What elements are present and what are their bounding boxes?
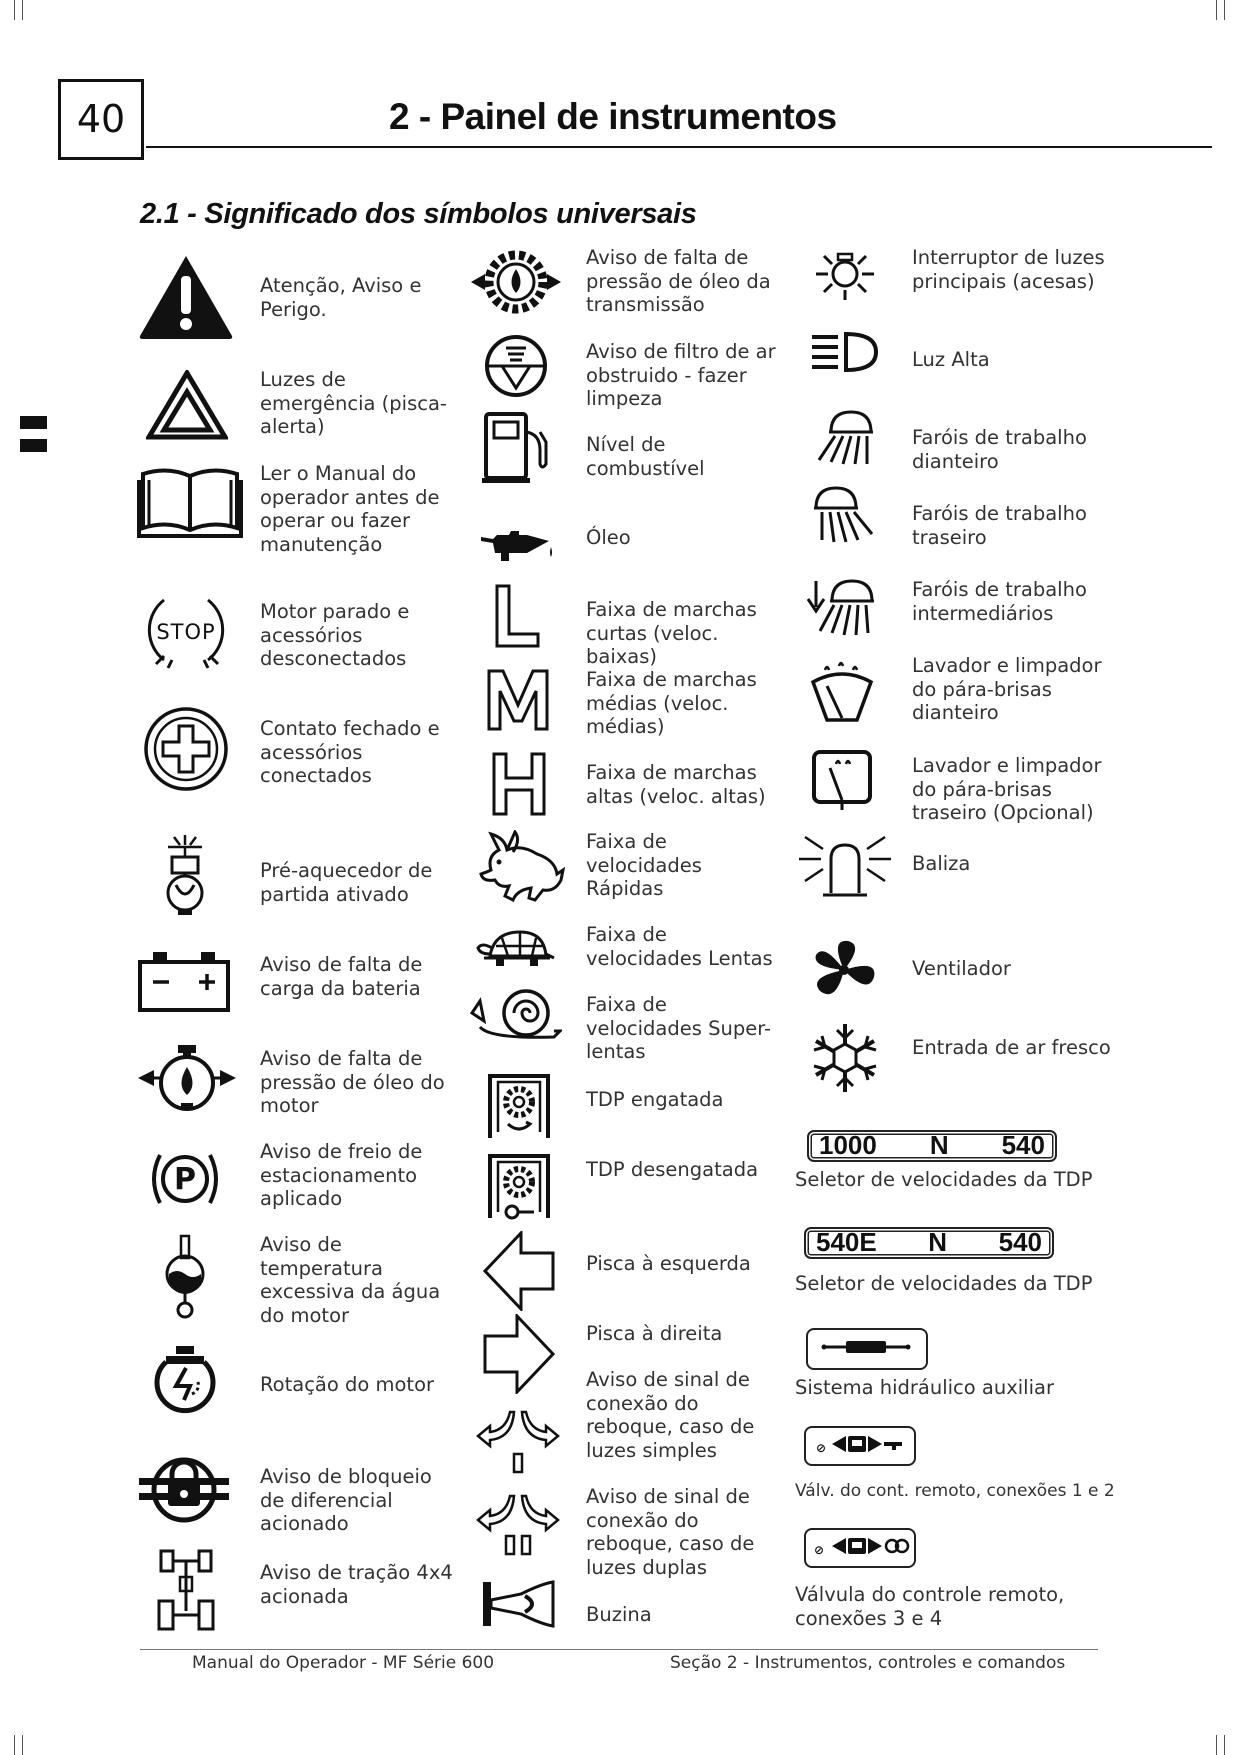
symbol-label: Faixa de marchas médias (veloc. médias) — [586, 668, 757, 738]
symbol-label: TDP engatada — [586, 1088, 724, 1111]
fan-icon — [808, 937, 880, 1003]
symbol-label: Contato fechado e acessórios conectados — [260, 717, 440, 787]
hazard-lights-icon — [146, 370, 228, 440]
symbol-label: Óleo — [586, 526, 631, 549]
symbol-label: Aviso de bloqueio de diferencial acionado — [260, 1465, 432, 1535]
section-tab-marker — [20, 416, 47, 429]
pto-speed-right: 540 — [998, 1227, 1042, 1257]
fuel-pump-icon — [482, 410, 556, 484]
crop-mark — [22, 0, 23, 20]
symbol-label: Pisca à esquerda — [586, 1252, 751, 1275]
chapter-title: 2 - Painel de instrumentos — [389, 96, 837, 137]
crop-mark — [14, 1735, 15, 1755]
symbol-label: Seletor de velocidades da TDP — [795, 1168, 1093, 1191]
pto-speed-selector-display — [807, 1130, 1057, 1162]
symbol-label: Motor parado e acessórios desconectados — [260, 600, 410, 670]
parking-brake-icon — [146, 1149, 224, 1209]
symbol-label: Seletor de velocidades da TDP — [795, 1272, 1093, 1295]
intermediate-work-lights-icon — [804, 577, 876, 637]
header-rule — [146, 146, 1212, 148]
symbol-label: Buzina — [586, 1603, 652, 1626]
symbol-label: Faróis de trabalho traseiro — [912, 502, 1087, 549]
turn-left-arrow-icon — [483, 1231, 555, 1311]
section-tab-marker — [20, 439, 47, 452]
symbol-label: Aviso de falta de pressão de óleo da transmissão — [586, 246, 771, 316]
page-number: 40 — [58, 79, 144, 160]
rear-work-lights-icon — [812, 484, 878, 550]
crop-mark — [22, 1735, 23, 1755]
symbol-label: Faróis de trabalho intermediários — [912, 578, 1087, 625]
symbol-label: Faixa de marchas altas (veloc. altas) — [586, 761, 766, 808]
turn-right-arrow-icon — [483, 1314, 555, 1394]
symbol-label: Lavador e limpador do pára-brisas traseiro (Opcional) — [912, 754, 1102, 824]
symbol-label: Interruptor de luzes principais (acesas) — [912, 246, 1105, 293]
high-beam-icon — [810, 331, 878, 373]
crop-mark — [1216, 1735, 1217, 1755]
symbol-label: Aviso de filtro de ar obstruido - fazer limpeza — [586, 340, 776, 410]
beacon-icon — [797, 829, 893, 899]
pto-speed-right: 540 — [1001, 1130, 1045, 1160]
svg-text:P: P — [174, 1162, 196, 1197]
gear-range-high-icon — [491, 752, 547, 816]
engine-rpm-icon — [152, 1344, 218, 1414]
pto-engaged-icon — [482, 1072, 556, 1140]
fresh-air-snowflake-icon — [810, 1022, 880, 1094]
crop-mark — [14, 0, 15, 20]
symbol-label: Faixa de velocidades Lentas — [586, 923, 773, 970]
symbol-label: Ler o Manual do operador antes de operar ou fazer manutenção — [260, 462, 440, 556]
svg-text:⊘: ⊘ — [814, 1543, 825, 1557]
symbol-label: Lavador e limpador do pára-brisas dianteiro — [912, 654, 1102, 724]
crop-mark — [1224, 0, 1225, 20]
crop-mark — [1216, 0, 1217, 20]
remote-valve-1-2-icon — [804, 1426, 916, 1466]
symbol-label: Pré-aquecedor de partida ativado — [260, 859, 433, 906]
gear-range-medium-icon — [486, 669, 550, 731]
symbol-label: Sistema hidráulico auxiliar — [795, 1376, 1054, 1399]
pto-speed-mid: N — [928, 1227, 948, 1257]
symbol-label: Aviso de sinal de conexão do reboque, caso de luzes duplas — [586, 1485, 755, 1579]
footer-left: Manual do Operador - MF Série 600 — [192, 1653, 495, 1673]
symbol-label: Rotação do motor — [260, 1373, 435, 1396]
oil-can-icon — [479, 527, 555, 563]
symbol-label: Aviso de falta de carga da bateria — [260, 953, 423, 1000]
transmission-oil-pressure-icon — [469, 249, 563, 315]
book-manual-icon — [137, 466, 243, 540]
horn-icon — [481, 1580, 557, 1628]
symbol-label: Faixa de marchas curtas (veloc. baixas) — [586, 598, 757, 668]
symbol-label: Nível de combustível — [586, 433, 705, 480]
remote-valve-3-4-icon — [804, 1528, 916, 1568]
symbol-label: Faixa de velocidades Rápidas — [586, 830, 702, 900]
symbol-label: Luzes de emergência (pisca- alerta) — [260, 368, 447, 438]
symbol-label: Aviso de falta de pressão de óleo do motor — [260, 1047, 445, 1117]
snail-icon — [470, 987, 562, 1045]
differential-lock-icon — [137, 1448, 231, 1528]
svg-text:⊘: ⊘ — [816, 1441, 827, 1455]
pto-disengaged-icon — [482, 1152, 556, 1224]
engine-oil-pressure-icon — [136, 1043, 238, 1113]
rear-wiper-icon — [810, 748, 874, 810]
coolant-temperature-icon — [158, 1234, 212, 1320]
symbol-label: Atenção, Aviso e Perigo. — [260, 274, 422, 321]
symbol-label: Aviso de temperatura excessiva da água do motor — [260, 1233, 441, 1327]
turtle-icon — [476, 928, 556, 970]
symbol-label: Baliza — [912, 852, 971, 875]
gear-range-low-icon — [494, 584, 542, 648]
footer-rule — [140, 1649, 1098, 1650]
glow-plug-icon — [154, 833, 216, 917]
front-work-lights-icon — [815, 408, 877, 466]
rabbit-icon — [477, 830, 565, 904]
symbol-label: Aviso de tração 4x4 acionada — [260, 1561, 453, 1608]
symbol-label: Entrada de ar fresco — [912, 1036, 1111, 1059]
front-wiper-icon — [809, 660, 875, 724]
symbol-label: Faixa de velocidades Super- lentas — [586, 993, 772, 1063]
battery-icon — [137, 950, 231, 1012]
svg-text:STOP: STOP — [156, 620, 216, 644]
pto-speed-left: 1000 — [819, 1130, 877, 1160]
air-filter-icon — [484, 334, 548, 398]
symbol-label: Faróis de trabalho dianteiro — [912, 426, 1087, 473]
symbol-label: TDP desengatada — [586, 1158, 759, 1181]
trailer-single-signal-icon — [476, 1408, 560, 1474]
symbol-label: Válv. do cont. remoto, conexões 1 e 2 — [795, 1481, 1115, 1501]
four-wheel-drive-icon — [157, 1547, 215, 1633]
symbol-label: Válvula do controle remoto, conexões 3 e 4 — [795, 1583, 1065, 1630]
symbol-label: Ventilador — [912, 957, 1011, 980]
footer-right: Seção 2 - Instrumentos, controles e comandos — [670, 1653, 1066, 1673]
symbol-label: Aviso de freio de estacionamento aplicado — [260, 1140, 423, 1210]
pto-speed-mid: N — [929, 1130, 949, 1160]
symbol-label: Pisca à direita — [586, 1322, 723, 1345]
crop-mark — [1224, 1735, 1225, 1755]
trailer-double-signal-icon — [476, 1492, 560, 1556]
symbol-label: Aviso de sinal de conexão do reboque, caso de luzes simples — [586, 1368, 755, 1462]
auxiliary-hydraulic-icon — [806, 1328, 928, 1370]
symbol-label: Luz Alta — [912, 348, 990, 371]
stop-engine-icon — [142, 590, 230, 670]
warning-triangle-icon — [138, 254, 234, 340]
main-lights-icon — [812, 244, 878, 302]
pto-speed-selector-display — [804, 1227, 1054, 1259]
pto-speed-left: 540E — [816, 1227, 877, 1257]
section-title: 2.1 - Significado dos símbolos universais — [140, 198, 697, 230]
ignition-on-icon — [143, 706, 229, 792]
